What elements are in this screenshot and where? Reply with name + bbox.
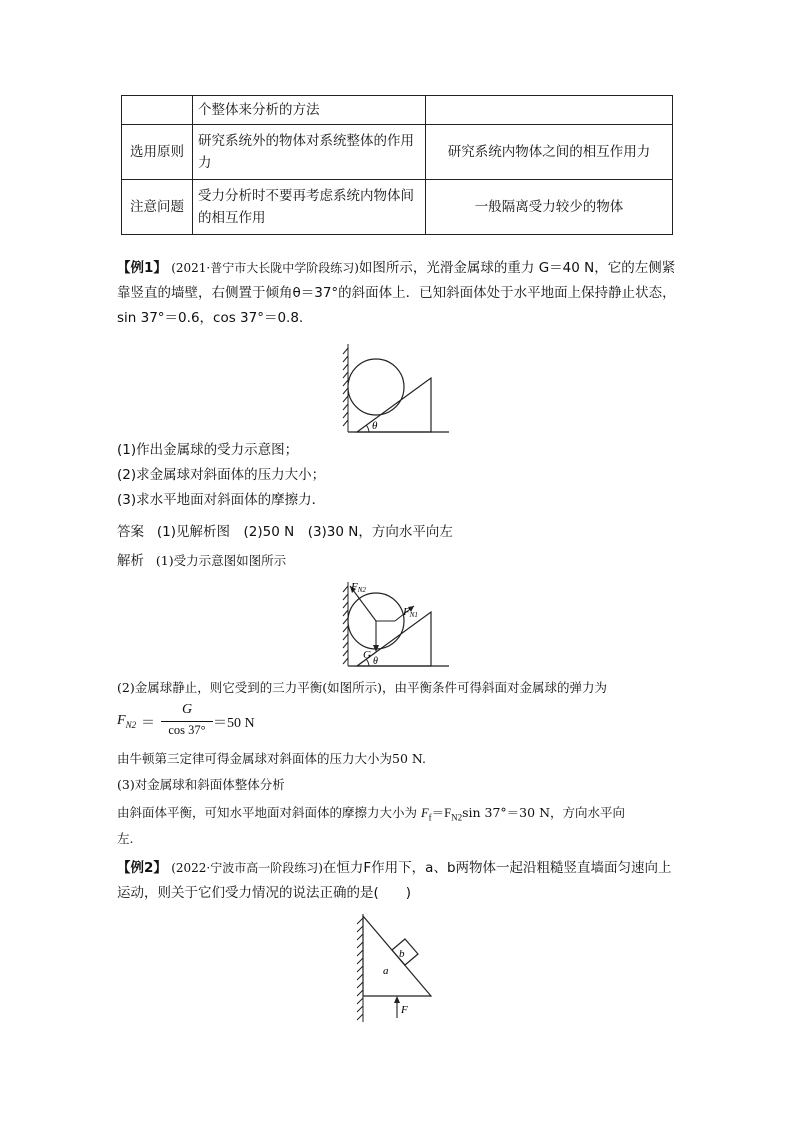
table-cell: 个整体来分析的方法 bbox=[193, 96, 426, 125]
label-b: b bbox=[399, 948, 405, 960]
question-1: (1)作出金属球的受力示意图； bbox=[117, 442, 299, 458]
friction-expression: $F_f=F_{N2}$ bbox=[421, 806, 463, 823]
analysis-line-3 bbox=[117, 746, 677, 771]
analysis-line-2 bbox=[117, 675, 677, 700]
example1-source: (2021·普宁市大长陇中学阶段练习) bbox=[171, 261, 359, 275]
label-a: a bbox=[383, 965, 389, 977]
force-f-arrowhead bbox=[394, 996, 400, 1003]
table-row bbox=[122, 96, 673, 125]
example1-questions bbox=[117, 438, 677, 513]
figure-ball-incline bbox=[335, 340, 455, 436]
label-f: F bbox=[401, 1004, 408, 1016]
answer-text: (1)见解析图 (2)50 N (3)30 N，方向水平向左 bbox=[156, 524, 453, 540]
eq-fraction-bar bbox=[161, 721, 213, 722]
table-cell: 注意问题 bbox=[122, 180, 193, 235]
answer-line bbox=[117, 520, 677, 545]
example1-stem bbox=[117, 256, 677, 331]
eq-denominator: cos 37° bbox=[168, 723, 206, 737]
analysis-line-5b bbox=[117, 826, 677, 851]
question-2: (2)求金属球对斜面体的压力大小； bbox=[117, 467, 326, 483]
analysis-line-1 bbox=[117, 548, 677, 574]
fn2-label: FN2 bbox=[351, 581, 366, 594]
metal-ball bbox=[348, 359, 404, 415]
analysis-text-2: (2)金属球静止，则它受到的三力平衡(如图所示)，由平衡条件可得斜面对金属球的弹力为 bbox=[117, 680, 607, 695]
table-row bbox=[122, 125, 673, 180]
example1-tag: 【例1】 bbox=[117, 260, 167, 276]
eq-lhs: $F_{N2}$ bbox=[117, 713, 137, 730]
example2-stem bbox=[117, 856, 677, 906]
analysis-text-1: (1)受力示意图如图所示 bbox=[155, 553, 287, 568]
answer-label: 答案 bbox=[117, 524, 144, 540]
theta-label-2: θ bbox=[373, 656, 378, 667]
example1-stem-text: 如图所示，光滑金属球的重力 G＝40 N，它的左侧紧靠竖直的墙壁，右侧置于倾角θ＝37°的斜面体上．已知斜面体处于水平地面上保持静止状态，sin 37°＝0.6，cos 37°＝0.8. bbox=[117, 260, 676, 326]
table-cell: 研究系统内物体之间的相互作用力 bbox=[426, 125, 673, 180]
analysis-text-4: (3)对金属球和斜面体整体分析 bbox=[117, 777, 285, 792]
table-cell: 一般隔离受力较少的物体 bbox=[426, 180, 673, 235]
question-3: (3)求水平地面对斜面体的摩擦力． bbox=[117, 492, 326, 508]
table-cell: 受力分析时不要再考虑系统内物体间的相互作用 bbox=[193, 180, 426, 235]
eq-rhs: ＝50 N bbox=[213, 716, 255, 731]
block-b bbox=[392, 939, 418, 965]
analysis-line-4 bbox=[117, 772, 677, 797]
theta-label: θ bbox=[372, 420, 378, 432]
analysis-label: 解析 bbox=[117, 553, 144, 569]
figure-blocks-ab bbox=[345, 910, 440, 1025]
table-cell bbox=[122, 96, 193, 125]
wall-hatch-2 bbox=[343, 582, 348, 666]
table-cell: 研究系统外的物体对系统整体的作用力 bbox=[193, 125, 426, 180]
example2-source: (2022·宁波市高一阶段练习) bbox=[171, 861, 323, 875]
comparison-table bbox=[121, 95, 673, 235]
angle-arc bbox=[367, 426, 370, 433]
table-cell bbox=[426, 96, 673, 125]
incline-block bbox=[357, 378, 431, 432]
analysis-text-5-tail: sin 37°＝30 N，方向水平向 bbox=[462, 805, 626, 820]
eq-numerator: G bbox=[181, 702, 193, 717]
page: 个整体来分析的方法 选用原则 研究系统外的物体对系统整体的作用力 研究系统内物体之间的相互作用力 注意问题 受力分析时不要再考虑系统内物体间的相互作用 一般隔离受力较少的物体 【例1】 (2021·普宁市大长陇中学阶段练习)如图所示，光滑金属球的重力 G＝40 N，它的左侧紧靠竖直的墙壁，右侧置于倾角θ＝37°的斜面体上．已知斜面体处于水平地面上保持静止状态，sin 37°＝0.6，cos 37°＝0.8. θ (1)作出金属球的受力示意图； (2)求金属球对斜面体的压力大小； (3)求水平地面对斜面体的摩擦力． 答案 (1)见解析图 (2)50 N (3)30 N，方向水平向左 解析 (1)受力示意图如图所示 FN2 FN1 G θ (2)金属球静止，则它受到的三力平衡(如图所示)，由平衡条件可得斜面对金属球的弹力为 $F_{N2}$ ＝ G cos 37° ＝50 N 由牛顿第三定律可得金属球对斜面体的压力大小为50 N. (3)对金属球和斜面体整体分析 由斜面体平衡，可知水平地面对斜面体的摩擦力大小为 $F_f=F_{N2}\sin$ 37°＝30 N，方向水平向 左. 【例2】 (2022·宁波市高一阶段练习)在恒力F作用下，a、b两物体一起沿粗糙竖直墙面匀速向上运动，则关于它们受力情况的说法正确的是( ) b a F bbox=[0, 0, 794, 1123]
table-cell: 选用原则 bbox=[122, 125, 193, 180]
analysis-text-3: 由牛顿第三定律可得金属球对斜面体的压力大小为50 N. bbox=[117, 751, 426, 766]
fn1-label: FN1 bbox=[403, 606, 418, 619]
analysis-text-5a: 由斜面体平衡，可知水平地面对斜面体的摩擦力大小为 bbox=[117, 805, 418, 820]
wall-hatch-3 bbox=[357, 914, 363, 1022]
example2-tag: 【例2】 bbox=[117, 860, 167, 876]
figure-force-diagram bbox=[335, 576, 455, 672]
analysis-text-5b: 左. bbox=[117, 831, 134, 846]
table-row bbox=[122, 180, 673, 235]
wall-hatch bbox=[343, 344, 348, 432]
g-label: G bbox=[363, 649, 371, 661]
example2-stem-text: 在恒力F作用下，a、b两物体一起沿粗糙竖直墙面匀速向上运动，则关于它们受力情况的说法正确的是( ) bbox=[117, 860, 672, 901]
